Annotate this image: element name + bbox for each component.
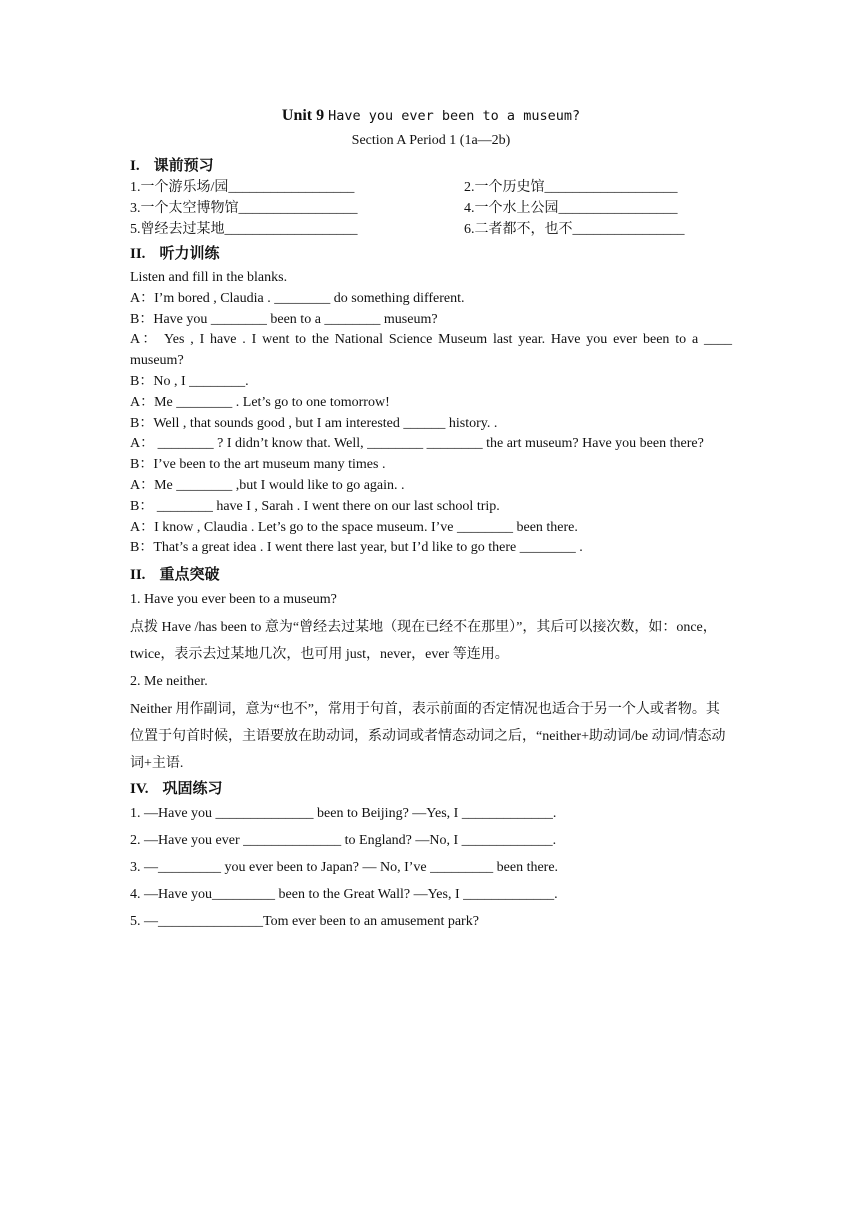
worksheet-content — [130, 106, 732, 935]
vocab-item-1: 1.一个游乐场/园__________________ — [130, 180, 355, 195]
section-3-number: II. — [130, 567, 146, 584]
section-2-number: II. — [130, 246, 146, 262]
exercise-item-4: 4. —Have you_________ been to the Great Wall? —Yes, I _____________. — [130, 887, 558, 903]
key-point-2: 2. Me neither. — [130, 674, 208, 690]
vocab-item-5: 5.曾经去过某地___________________ — [130, 222, 358, 237]
dialogue-line: A： Yes , I have . I went to the National Science Museum last year. Have you ever been to a ____ museum? — [130, 332, 732, 369]
key-point-2-note: Neither 用作副词，意为“也不”，常用于句首，表示前面的否定情况也适合于另一个人或者物。其位置于句首时候，主语要放在助动词，系动词或者情态动词之后，“neither+助动词/be 动词/情态动词+主语. — [130, 702, 726, 772]
vocab-item-3: 3.一个太空博物馆_________________ — [130, 201, 358, 216]
vocab-preview-list — [130, 177, 732, 240]
listening-instruction: Listen and fill in the blanks. — [130, 270, 288, 285]
dialogue-line: A：Me ________ . Let’s go to one tomorrow! — [130, 394, 390, 410]
vocab-item-6: 6.二者都不，也不________________ — [464, 222, 685, 237]
dialogue-line: A： ________ ? I didn’t know that. Well, ________ ________ the art museum? Have you been there? — [130, 436, 704, 452]
page-title — [130, 106, 732, 126]
key-point-1-note: 点拨 Have /has been to 意为“曾经去过某地（现在已经不在那里）”，其后可以接次数，如：once，twice，表示去过某地几次，也可用 just，never，ever 等连用。 — [130, 620, 717, 663]
dialogue-line: B：That’s a great idea . I went there last year, but I’d like to go there ________ . — [130, 540, 583, 556]
section-2-title: 听力训练 — [159, 244, 220, 262]
section-2-heading — [130, 242, 732, 265]
section-4-number: IV. — [130, 781, 149, 798]
vocab-item-4: 4.一个水上公园_________________ — [464, 201, 678, 216]
page-subtitle: Section A Period 1 (1a—2b) — [351, 133, 511, 148]
section-3-heading — [130, 563, 732, 586]
exercise-item-2: 2. —Have you ever ______________ to England? —No, I _____________. — [130, 833, 557, 849]
section-4-title: 巩固练习 — [162, 779, 223, 798]
exercise-item-3: 3. —_________ you ever been to Japan? — No, I’ve _________ been there. — [130, 860, 559, 876]
dialogue-line: B：Have you ________ been to a ________ museum? — [130, 311, 438, 327]
exercise-item-5: 5. —_______________Tom ever been to an amusement park? — [130, 914, 479, 930]
title-unit: Unit 9 — [281, 107, 325, 124]
section-1-number: I. — [130, 158, 140, 174]
dialogue-line: B：Well , that sounds good , but I am interested ______ history. . — [130, 415, 498, 431]
exercise-item-1: 1. —Have you ______________ been to Beijing? —Yes, I _____________. — [130, 806, 557, 822]
section-1-title: 课前预习 — [153, 156, 214, 174]
title-topic: Have you ever been to a museum? — [328, 108, 581, 124]
dialogue-line: B：No , I ________. — [130, 373, 249, 389]
dialogue-line: B：I’ve been to the art museum many times . — [130, 457, 386, 473]
dialogue-line: A：Me ________ ,but I would like to go again. . — [130, 477, 405, 493]
vocab-item-2: 2.一个历史馆___________________ — [464, 180, 678, 195]
dialogue-line: A：I know , Claudia . Let’s go to the space museum. I’ve ________ been there. — [130, 519, 578, 535]
dialogue-line: A：I’m bored , Claudia . ________ do something different. — [130, 290, 465, 306]
section-4-heading — [130, 777, 732, 800]
section-1-heading — [130, 154, 732, 177]
section-3-title: 重点突破 — [159, 565, 220, 584]
key-point-1: 1. Have you ever been to a museum? — [130, 592, 337, 608]
dialogue-line: B： ________ have I , Sarah . I went there on our last school trip. — [130, 498, 500, 514]
